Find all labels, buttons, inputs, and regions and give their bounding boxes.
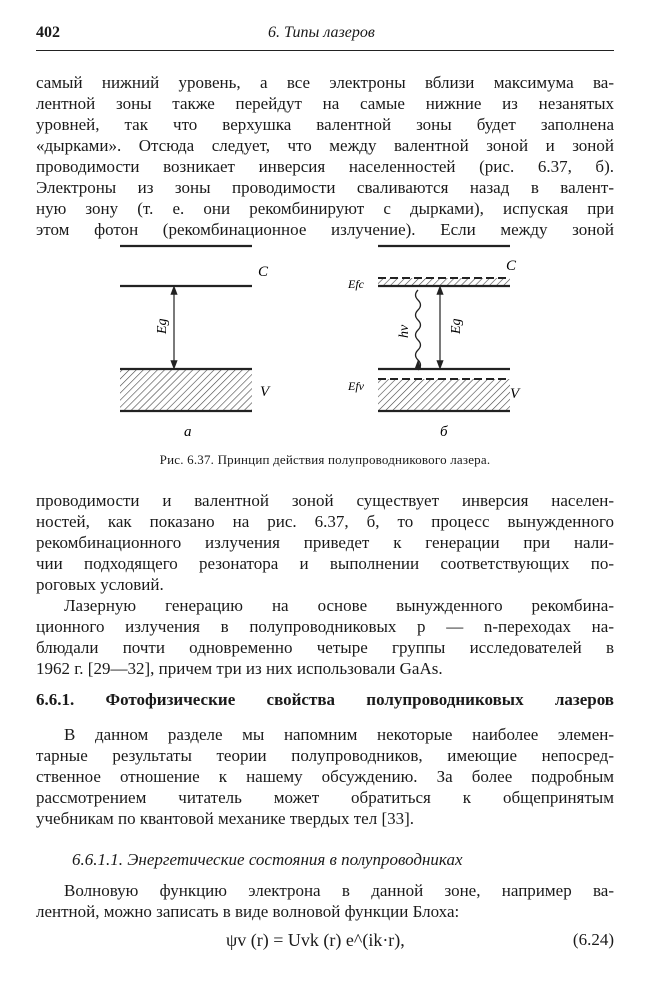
text-line: проводимости и валентной зоной существует инверсия населен- (36, 491, 614, 510)
label-v-b: V (510, 386, 520, 402)
text-line: самый нижний уровень, а все электроны вблизи максимума ва- (36, 73, 614, 92)
text-line: чии подходящего резонатора и выполнении соответствующих по- (36, 554, 614, 573)
label-efc: Efc (348, 277, 364, 291)
figure-caption: Рис. 6.37. Принцип действия полупроводникового лазера. (159, 452, 491, 467)
page-number: 402 (36, 24, 60, 41)
valence-band-filled (120, 369, 252, 411)
band-diagram-figure (100, 236, 560, 446)
subsection-heading: 6.6.1.1. Энергетические состояния в полупроводниках (72, 850, 463, 869)
text-line: 1962 г. [29—32], причем три из них использовали GaAs. (36, 659, 443, 678)
label-eg-a: Eg (155, 318, 170, 334)
text-line: ственное отношение к нашему обсуждению. За более подробным (36, 767, 614, 786)
equation: ψv (r) = Uvk (r) e^(ik·r), (226, 930, 405, 950)
text-line: рассмотрением читатель может обратиться к общепринятым (36, 788, 614, 807)
conduction-band-filled (378, 278, 510, 286)
label-hv: hν (397, 324, 412, 338)
text-line: уровней, так что верхушка валентной зоны будет заполнена (36, 115, 614, 134)
text-line: Волновую функцию электрона в данной зоне, например ва- (64, 881, 614, 900)
text-line: ностей, как показано на рис. 6.37, б, то процесс вынужденного (36, 512, 614, 531)
label-c-b: C (506, 258, 517, 274)
text-line: блюдали почти одновременно четыре группы исследователей в (36, 638, 614, 657)
equation-number: (6.24) (572, 930, 614, 949)
panel-a-label: а (184, 424, 192, 440)
text-line: лентной, можно записать в виде волновой функции Блоха: (36, 902, 460, 921)
page-header (36, 24, 614, 48)
panel-b-label: б (440, 424, 448, 440)
header-rule (36, 50, 614, 51)
text-line: проводимости возникает инверсия населенностей (рис. 6.37, б). (36, 157, 614, 176)
text-line: ционного излучения в полупроводниковых p — n-переходах на- (36, 617, 614, 636)
section-heading: 6.6.1. Фотофизические свойства полупроводниковых лазеров (36, 690, 614, 709)
text-line: Лазерную генерацию на основе вынужденного рекомбина- (64, 596, 614, 615)
running-title: 6. Типы лазеров (268, 24, 375, 41)
text-line: ную зону (т. е. они рекомбинируют с дырками), испуская при (36, 199, 614, 218)
text-line: рекомбинационного излучения приведет к генерации при нали- (36, 533, 614, 552)
text-line: учебникам по квантовой механике твердых тел [33]. (36, 809, 415, 828)
text-line: «дырками». Отсюда следует, что между валентной зоной и зоной (36, 136, 614, 155)
text-line: тарные результаты теории полупроводников, имеющие непосред- (36, 746, 614, 765)
text-line: Электроны из зоны проводимости сваливаются назад в валент- (36, 178, 614, 197)
text-line: роговых условий. (36, 575, 164, 594)
label-v-a: V (260, 384, 270, 400)
panel-a-diagram (120, 246, 252, 411)
text-line: В данном разделе мы напомним некоторые наиболее элемен- (64, 725, 614, 744)
label-efv: Efv (348, 379, 364, 393)
photon-wave (416, 290, 421, 370)
text-line: лентной зоны также перейдут на самые нижние из незанятых (36, 94, 614, 113)
text-line: этом фотон (рекомбинационное излучение). Если между зоной (36, 220, 614, 239)
label-c-a: C (258, 264, 269, 280)
valence-band-filled-b (378, 379, 510, 411)
label-eg-b: Eg (449, 318, 464, 334)
